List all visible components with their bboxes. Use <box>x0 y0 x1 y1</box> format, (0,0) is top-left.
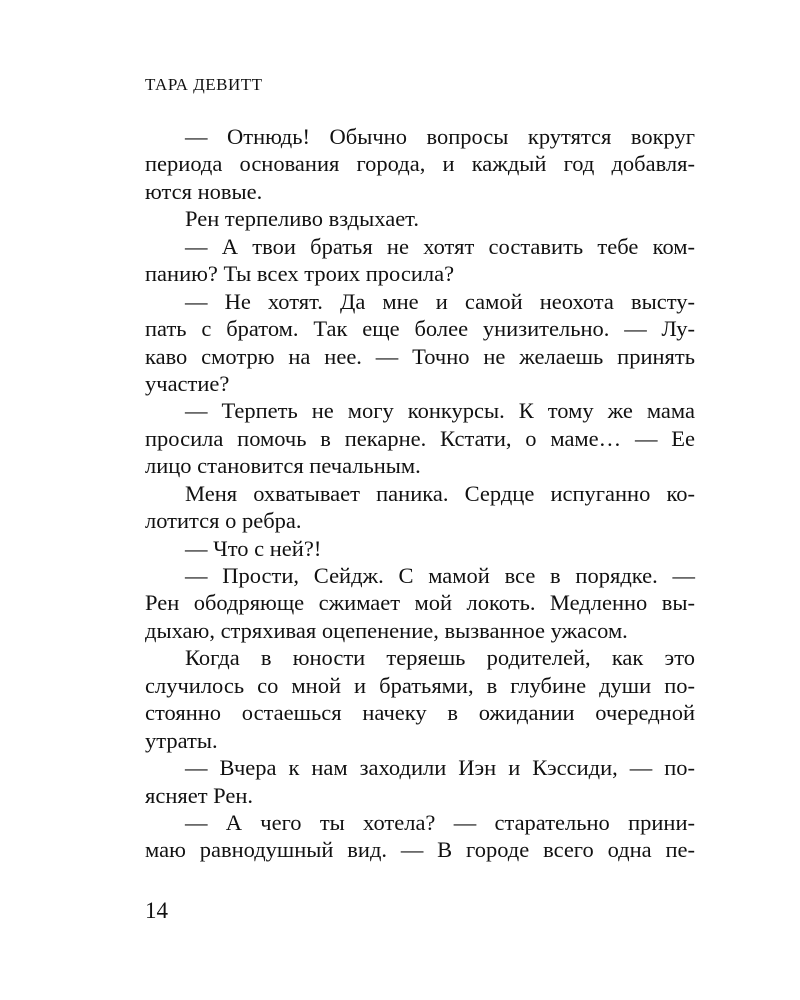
page-number: 14 <box>145 898 168 923</box>
text-line: ясняет Рен. <box>145 782 254 808</box>
text-line: утраты. <box>145 727 218 753</box>
text-line: Рен терпеливо вздыхает. <box>185 206 419 232</box>
running-head: ТАРА ДЕВИТТ <box>145 75 263 94</box>
text-line: случилось со мной и братьями, в глубине души по- <box>145 672 695 698</box>
text-line: панию? Ты всех троих просила? <box>145 261 455 287</box>
text-line: участие? <box>145 370 230 396</box>
text-line: маю равнодушный вид. — В городе всего одна пе- <box>145 837 695 863</box>
text-line: Когда в юности теряешь родителей, как это <box>185 645 695 671</box>
text-line: — А чего ты хотела? — старательно прини- <box>185 809 695 835</box>
text-line: дыхаю, стряхивая оцепенение, вызванное ужасом. <box>145 617 628 643</box>
text-line: — Прости, Сейдж. С мамой все в порядке. — <box>185 563 695 588</box>
text-line: — Что с ней?! <box>185 535 322 561</box>
text-line: — Отнюдь! Обычно вопросы крутятся вокруг <box>185 124 695 149</box>
text-line: лицо становится печальным. <box>145 453 421 479</box>
text-line: — А твои братья не хотят составить тебе ком- <box>185 233 695 259</box>
text-line: — Не хотят. Да мне и самой неохота высту- <box>185 288 695 314</box>
text-line: периода основания города, и каждый год добавля- <box>145 151 695 177</box>
text-line: стоянно остаешься начеку в ожидании очередной <box>145 700 695 726</box>
text-line: — Терпеть не могу конкурсы. К тому же мама <box>185 398 695 424</box>
text-line: ются новые. <box>145 178 263 204</box>
body-text <box>145 123 695 864</box>
text-line: Меня охватывает паника. Сердце испуганно ко- <box>185 480 695 506</box>
text-line: Рен ободряюще сжимает мой локоть. Медленно вы- <box>145 590 695 616</box>
text-line: каво смотрю на нее. — Точно не желаешь принять <box>145 343 695 369</box>
text-line: просила помочь в пекарне. Кстати, о маме… — Ее <box>145 425 695 451</box>
text-line: — Вчера к нам заходили Иэн и Кэссиди, — по- <box>185 755 695 781</box>
text-line: пать с братом. Так еще более унизительно. — Лу- <box>145 316 695 342</box>
text-line: лотится о ребра. <box>145 508 302 534</box>
